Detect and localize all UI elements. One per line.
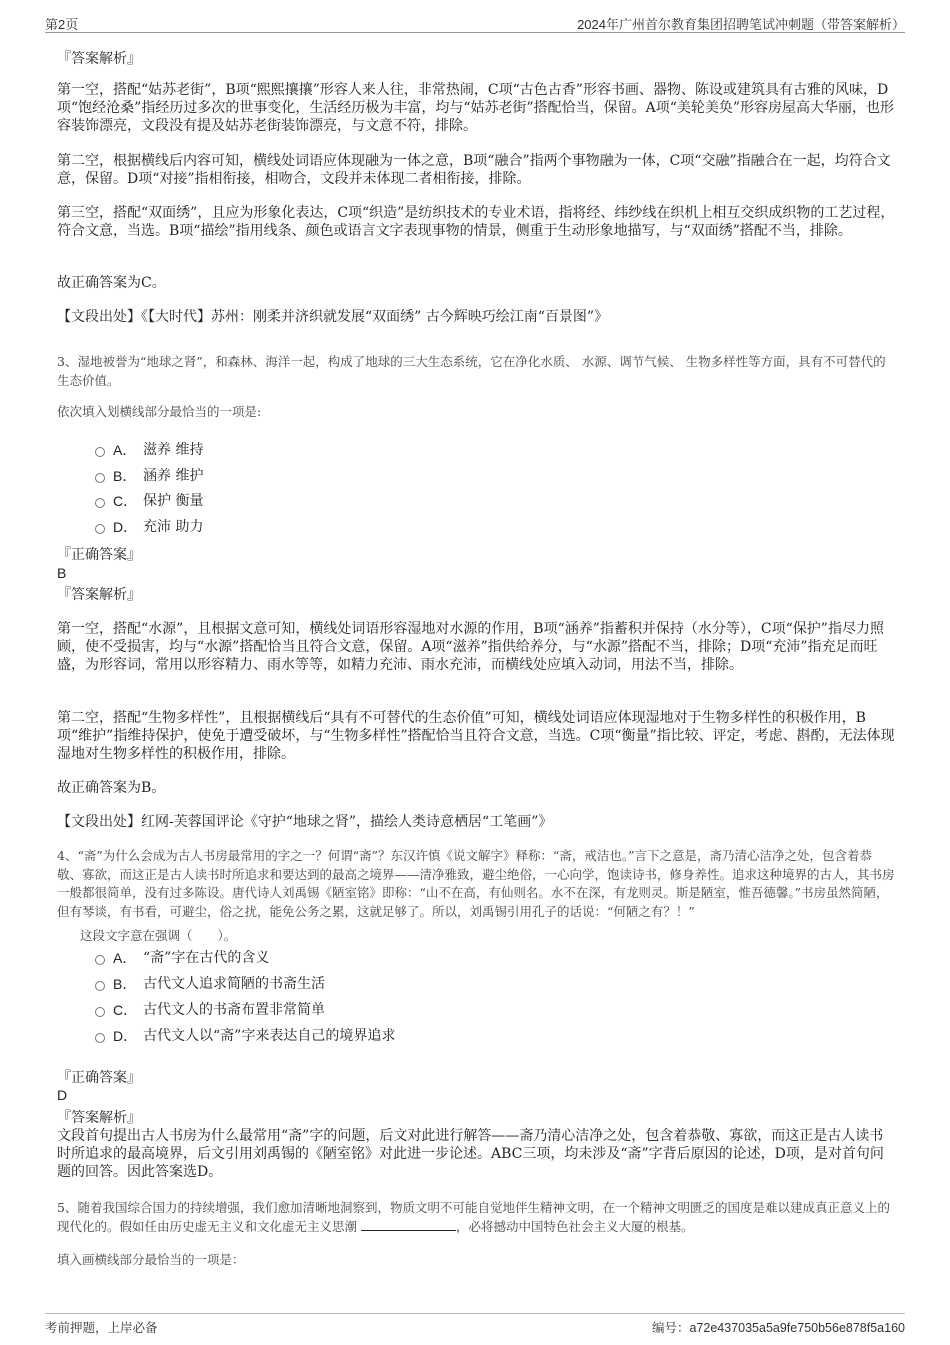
q2-analysis-tag: 『答案解析』 <box>57 51 141 67</box>
q3-conclusion: 故正确答案为B。 <box>57 780 166 796</box>
q3-prompt: 依次填入划横线部分最恰当的一项是: <box>57 404 262 419</box>
radio-icon[interactable] <box>95 1033 105 1043</box>
radio-icon[interactable] <box>95 498 105 508</box>
q3-answer: B <box>57 565 67 581</box>
q3-analysis-para2: 第二空，搭配“生物多样性”，且根据横线后“具有不可替代的生态价值”可知，横线处词语应体现湿地对于生物多样性的积极作用，B项“维护”指维持保护，使免于遭受破坏，与“生物多样性”搭配恰当且符合文意，当选。C项“衡量”指比较、评定，考虑、斟酌，无法体现湿地对生物多样性的积极作用，排除。 <box>57 710 895 762</box>
document-title: 2024年广州首尔教育集团招聘笔试冲刺题（带答案解析） <box>577 17 905 32</box>
radio-icon[interactable] <box>95 447 105 457</box>
q5-prompt: 填入画横线部分最恰当的一项是： <box>57 1252 245 1267</box>
footer-slogan: 考前押题，上岸必备 <box>45 1321 158 1335</box>
q2-para1-text: 第一空，搭配“姑苏老街”，B项“熙熙攘攘”形容人来人往，非常热闹，C项“古色古香”形容书画、器物、陈设或建筑具有古雅的风味，D项“饱经沧桑”指经历过多次的世事变化，生活经历极为丰富，均与“姑苏老街”搭配恰当，保留。A项“美轮美奂”形容房屋高大华丽，也形容装饰漂亮，文段没有提及姑苏老街装饰漂亮，与文意不符，排除。 <box>57 82 895 134</box>
q4-answer-tag: 『正确答案』 <box>57 1070 141 1086</box>
q3-source: 【文段出处】红网-芙蓉国评论《守护“地球之肾”，描绘人类诗意栖居“工笔画”》 <box>57 814 553 830</box>
q4-option-d[interactable]: D． 古代文人以“斋”字来表达自己的境界追求 <box>95 1026 395 1046</box>
q4-answer: D <box>57 1087 68 1103</box>
q5-blank <box>361 1218 456 1231</box>
radio-icon[interactable] <box>95 524 105 534</box>
q5-stem: 5、随着我国综合国力的持续增强，我们愈加清晰地洞察到，物质文明不可能自觉地伴生精神文明，在一个精神文明匮乏的国度是难以建成真正意义上的现代化的。假如任由历史虚无主义和文化虚无主义思潮 ，必将撼动中国特色社会主义大厦的根基。 <box>57 1200 890 1234</box>
radio-icon[interactable] <box>95 981 105 991</box>
q4-option-a[interactable]: A． “斋”字在古代的含义 <box>95 948 269 968</box>
q2-analysis-para2 <box>57 152 897 188</box>
q2-source: 【文段出处】《【大时代】苏州：刚柔并济织就发展“双面绣” 古今辉映巧绘江南“百景图”》 <box>57 309 609 325</box>
q4-option-c[interactable]: C． 古代文人的书斋布置非常简单 <box>95 1000 325 1020</box>
q4-analysis-tag: 『答案解析』 <box>57 1110 141 1126</box>
page-header <box>45 10 905 33</box>
q3-option-a[interactable]: A． 滋养 维持 <box>95 440 203 460</box>
q3-analysis-para1: 第一空，搭配“水源”，且根据文意可知，横线处词语形容湿地对水源的作用，B项“涵养”指蓄积并保持（水分等），C项“保护”指尽力照顾，使不受损害，均与“水源”搭配恰当且符合文意，保留。A项“滋养”指供给养分，与“水源”搭配不当，排除；D项“充沛”指充足而旺盛，为形容词，常用以形容精力、雨水等等，如精力充沛、雨水充沛，而横线处应填入动词，用法不当，排除。 <box>57 621 884 673</box>
page-number: 第2页 <box>45 17 79 32</box>
radio-icon[interactable] <box>95 955 105 965</box>
q3-answer-tag: 『正确答案』 <box>57 547 141 563</box>
q4-option-b[interactable]: B． 古代文人追求简陋的书斋生活 <box>95 974 325 994</box>
q2-para2-text: 第二空，根据横线后内容可知，横线处词语应体现融为一体之意，B项“融合”指两个事物融为一体，C项“交融”指融合在一起，均符合文意，保留。D项“对接”指相衔接，相吻合，文段并未体现二者相衔接，排除。 <box>57 153 891 187</box>
q2-analysis-para1 <box>57 81 897 135</box>
q2-analysis-para3 <box>57 204 897 240</box>
q3-option-c[interactable]: C． 保护 衡量 <box>95 491 203 511</box>
footer-document-id: 编号：a72e437035a5a9fe750b56e878f5a160 <box>651 1321 905 1335</box>
q2-para3-text: 第三空，搭配“双面绣”，且应为形象化表达，C项“织造”是纺织技术的专业术语，指将经、纬纱线在织机上相互交织成织物的工艺过程，符合文意，当选。B项“描绘”指用线条、颜色或语言文字表现事物的情景，侧重于生动形象地描写，与“双面绣”搭配不当，排除。 <box>57 205 895 239</box>
q3-option-b[interactable]: B． 涵养 维护 <box>95 466 203 486</box>
q4-analysis: 文段首句提出古人书房为什么最常用“斋”字的问题，后文对此进行解答——斋乃清心洁净之处，包含着恭敬、寡欲，而这正是古人读书时所追求的最高境界，后文引用刘禹锡的《陋室铭》对此进一步论述。ABC三项，均未涉及“斋”字背后原因的论述，D项，是对首句问题的回答。因此答案选D。 <box>57 1128 884 1180</box>
radio-icon[interactable] <box>95 1007 105 1017</box>
q3-option-d[interactable]: D． 充沛 助力 <box>95 517 203 537</box>
radio-icon[interactable] <box>95 473 105 483</box>
q2-conclusion: 故正确答案为C。 <box>57 275 166 291</box>
q4-prompt: 这段文字意在强调（ ）。 <box>80 928 237 943</box>
q3-analysis-tag: 『答案解析』 <box>57 587 141 603</box>
q4-stem: 4、“斋”为什么会成为古人书房最常用的字之一？何谓“斋”？东汉许慎《说文解字》释称：“斋，戒洁也。”言下之意是，斋乃清心洁净之处，包含着恭敬、寡欲，而这正是古人读书时所追求和要达到的最高之境界——清净雅致，避尘绝俗，一心向学，饱读诗书，修身养性。追求这种境界的古人，其书房一般都很简单，没有过多陈设。唐代诗人刘禹锡《陋室铭》即称：“山不在高，有仙则名。水不在深，有龙则灵。斯是陋室，惟吾德馨。”书房虽然简陋，但有琴谈，有书看，可避尘，俗之扰，能免公务之累，这就足够了。所以，刘禹锡引用孔子的话说：“何陋之有？！” <box>57 848 895 919</box>
q3-stem: 3、湿地被誉为“地球之肾”，和森林、海洋一起，构成了地球的三大生态系统，它在净化水质、 水源、调节气候、 生物多样性等方面，具有不可替代的生态价值。 <box>57 354 886 388</box>
page-footer <box>45 1313 905 1338</box>
